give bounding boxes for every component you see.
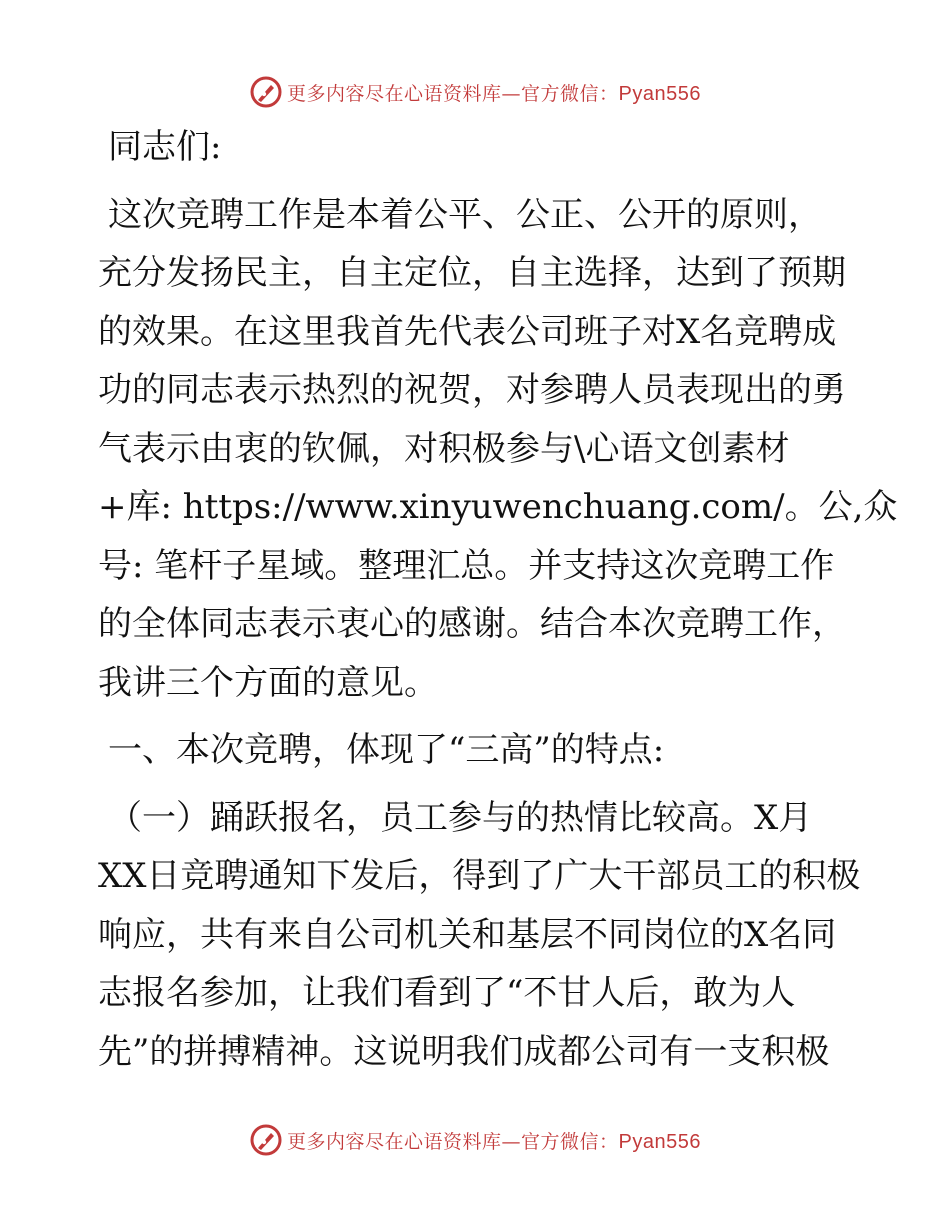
section-heading-1: 一、本次竞聘，体现了“三高”的特点: [108, 730, 665, 770]
paragraph-intro: 这次竞聘工作是本着公平、公正、公开的原则， 充分发扬民主，自主定位，自主选择，达到了预期 的效果。在这里我首先代表公司班子对X名竞聘成 功的同志表示热烈的祝贺，对参聘人员表现出的勇 气表示由衷的钦佩，对积极参与\心语文创素材 +库: https://www.xinyuwenchuang.com/。公,众 号: 笔杆子星域。整理汇总。并支持这次竞聘工作 的全体同志表示衷心的感谢。结合本次竞聘工作， 我讲三个方面的意见。 [98, 194, 898, 703]
watermark-text: 更多内容尽在心语资料库—官方微信：Pyan556 [287, 1130, 701, 1153]
greeting: 同志们: [108, 127, 222, 167]
paragraph-section-1-1: （一）踊跃报名，员工参与的热情比较高。X月 XX日竞聘通知下发后，得到了广大干部员工的积极 响应，共有来自公司机关和基层不同岗位的X名同 志报名参加，让我们看到了“不甘人后，敢为人 先”的拼搏精神。这说明我们成都公司有一支积极 [98, 797, 861, 1072]
document-body [98, 118, 898, 1081]
header-watermark-banner [0, 72, 950, 112]
watermark-text: 更多内容尽在心语资料库—官方微信：Pyan556 [287, 82, 701, 105]
pen-circle-logo-icon [249, 1123, 283, 1157]
footer-watermark-banner [0, 1120, 950, 1160]
pen-circle-logo-icon [249, 75, 283, 109]
